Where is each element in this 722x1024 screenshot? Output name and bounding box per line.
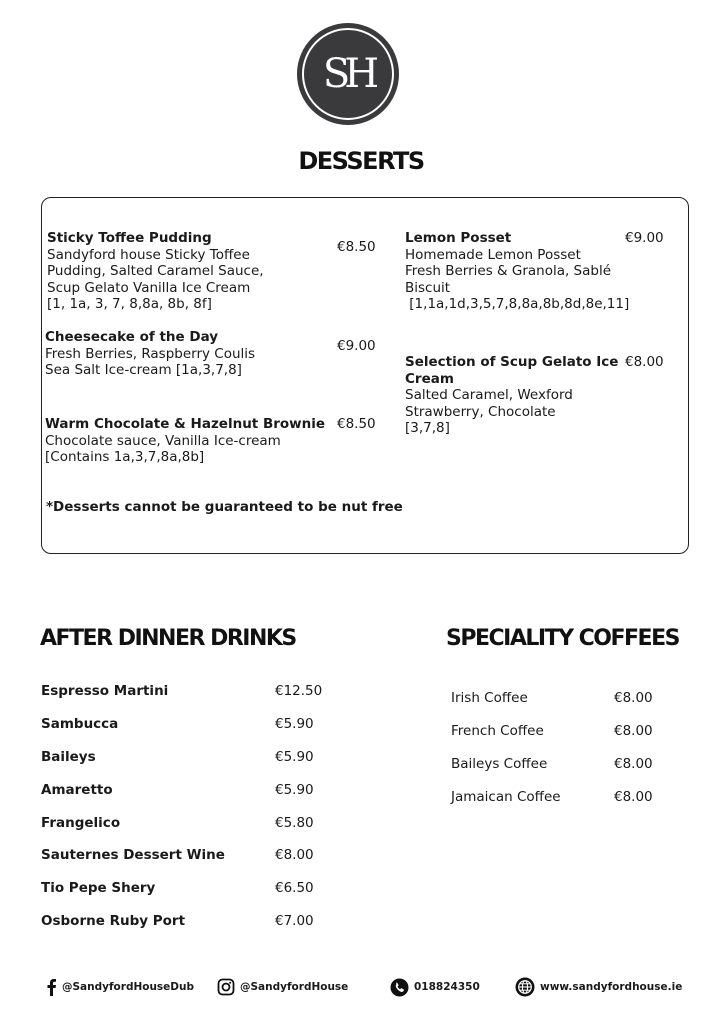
speciality-coffees-title: SPECIALITY COFFEES (446, 626, 679, 651)
dessert-item (47, 230, 264, 313)
dessert-item (405, 230, 629, 313)
coffee-price: €8.00 (614, 723, 653, 739)
facebook-icon (45, 978, 57, 996)
drink-price: €8.00 (275, 847, 314, 863)
footer-facebook[interactable] (45, 976, 194, 998)
footer-instagram[interactable] (217, 976, 348, 998)
drink-price: €5.90 (275, 716, 314, 732)
nut-warning-note: *Desserts cannot be guaranteed to be nut free (46, 499, 403, 515)
dessert-name: Cream (405, 370, 454, 387)
drink-name: Sambucca (41, 716, 119, 732)
drink-name: Espresso Martini (41, 683, 169, 699)
dessert-desc: [Contains 1a,3,7,8a,8b] (45, 449, 205, 465)
drink-price: €6.50 (275, 880, 314, 896)
logo-text: SH (322, 51, 374, 97)
dessert-desc: Strawberry, Chocolate (405, 403, 556, 420)
instagram-icon (217, 978, 235, 996)
coffee-price: €8.00 (614, 789, 653, 805)
dessert-price: €8.50 (337, 239, 376, 255)
dessert-desc: Fresh Berries, Raspberry Coulis (45, 345, 256, 362)
dessert-desc: Fresh Berries & Granola, Sablé (405, 263, 612, 279)
drink-name: Osborne Ruby Port (41, 913, 186, 929)
logo-ring (302, 28, 394, 120)
drink-name: Amaretto (41, 782, 113, 798)
drink-price: €12.50 (275, 683, 323, 699)
coffee-name: Baileys Coffee (451, 756, 548, 772)
coffee-name: Jamaican Coffee (451, 789, 561, 805)
dessert-desc: Biscuit (405, 279, 451, 296)
dessert-price: €8.00 (625, 354, 664, 370)
dessert-item (45, 329, 255, 379)
dessert-desc: Sandyford house Sticky Toffee (47, 246, 250, 263)
drink-name: Tio Pepe Shery (41, 880, 156, 896)
phone-number: 018824350 (414, 981, 480, 993)
drink-price: €5.80 (275, 815, 314, 831)
facebook-handle: @SandyfordHouseDub (62, 981, 195, 993)
dessert-name: Warm Chocolate & Hazelnut Brownie (45, 416, 326, 432)
drink-name: Baileys (41, 749, 96, 765)
dessert-desc: Homemade Lemon Posset (405, 246, 581, 263)
dessert-desc: Salted Caramel, Wexford (405, 387, 573, 403)
dessert-item (405, 354, 618, 437)
dessert-price: €9.00 (625, 230, 664, 246)
dessert-price: €8.50 (337, 416, 376, 432)
footer-phone[interactable] (390, 976, 480, 998)
drink-price: €7.00 (275, 913, 314, 929)
globe-icon (515, 977, 535, 997)
coffee-price: €8.00 (614, 756, 653, 772)
drink-name: Sauternes Dessert Wine (41, 847, 225, 863)
dessert-item (45, 416, 325, 466)
dessert-desc: Scup Gelato Vanilla Ice Cream (47, 279, 251, 296)
coffee-name: French Coffee (451, 723, 544, 739)
dessert-desc: Chocolate sauce, Vanilla Ice-cream (45, 432, 281, 449)
dessert-desc: [1, 1a, 3, 7, 8,8a, 8b, 8f] (47, 296, 212, 312)
dessert-desc: [1,1a,1d,3,5,7,8,8a,8b,8d,8e,11] (405, 296, 630, 312)
dessert-desc: Sea Salt Ice-cream [1a,3,7,8] (45, 362, 242, 378)
website-url: www.sandyfordhouse.ie (540, 981, 683, 993)
dessert-name: Lemon Posset (405, 230, 512, 246)
after-dinner-drinks-title: AFTER DINNER DRINKS (40, 626, 296, 651)
instagram-handle: @SandyfordHouse (240, 981, 349, 993)
dessert-name: Sticky Toffee Pudding (47, 230, 212, 246)
coffee-price: €8.00 (614, 690, 653, 706)
drink-name: Frangelico (41, 815, 121, 831)
logo (297, 23, 399, 125)
footer-website[interactable] (515, 976, 682, 998)
phone-icon (390, 978, 409, 997)
drink-price: €5.90 (275, 749, 314, 765)
dessert-price: €9.00 (337, 338, 376, 354)
dessert-desc: Pudding, Salted Caramel Sauce, (47, 263, 264, 279)
drink-price: €5.90 (275, 782, 314, 798)
dessert-desc: [3,7,8] (405, 420, 450, 436)
coffee-name: Irish Coffee (451, 690, 528, 706)
desserts-title: DESSERTS (298, 147, 424, 175)
dessert-name: Selection of Scup Gelato Ice (405, 354, 619, 370)
dessert-name: Cheesecake of the Day (45, 329, 219, 345)
